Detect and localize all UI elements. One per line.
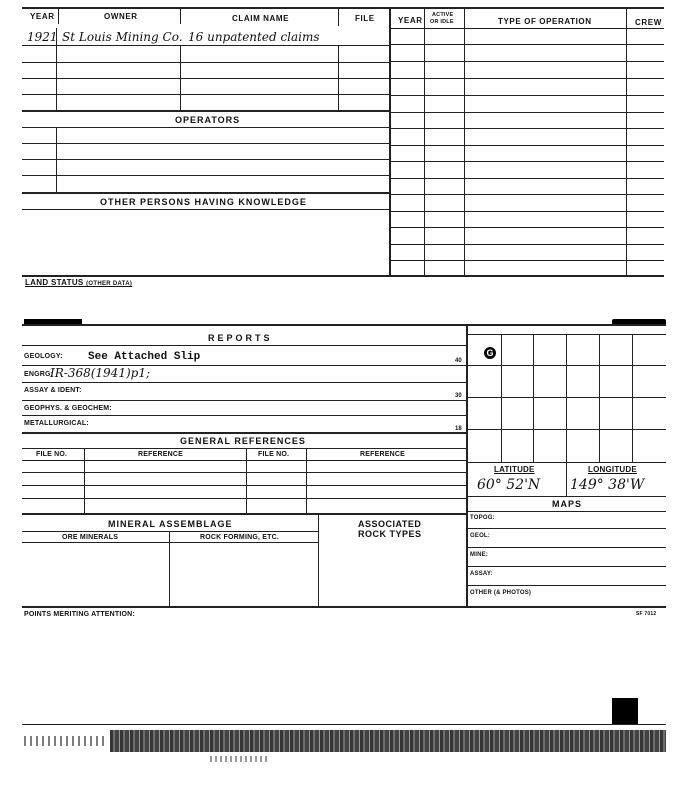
geology-label: GEOLOGY: (24, 353, 63, 360)
gr-col-ref-2: REFERENCE (360, 451, 405, 458)
tick (464, 8, 465, 28)
row-line (389, 194, 664, 195)
row-line (389, 112, 664, 113)
scan-noise (110, 730, 666, 752)
section-reports: REPORTS (208, 333, 273, 343)
points-meriting-attention: POINTS MERITING ATTENTION: (24, 611, 135, 618)
row-line (22, 472, 466, 473)
row-line (466, 547, 666, 548)
header-type-of-operation: TYPE OF OPERATION (498, 17, 592, 26)
geophys-label: GEOPHYS. & GEOCHEM: (24, 405, 112, 412)
tick (180, 8, 181, 24)
row-line (22, 143, 390, 144)
right-panel-border (466, 326, 468, 606)
longitude-value: 149° 38'W (570, 477, 645, 493)
row-line (22, 498, 466, 499)
col-line (464, 28, 465, 276)
registration-mark (612, 698, 638, 724)
grid-row (466, 496, 666, 497)
row-line (389, 95, 664, 96)
row-line (389, 28, 664, 29)
section-general-references: GENERAL REFERENCES (180, 436, 306, 446)
col-line (306, 448, 307, 513)
row-line (22, 460, 466, 461)
row-line (22, 94, 390, 95)
assay-num: 30 (455, 393, 462, 399)
col-line (56, 127, 57, 192)
row-line (389, 128, 664, 129)
row-line (22, 45, 390, 46)
row-line (22, 531, 318, 532)
scan-edge (22, 724, 666, 725)
tick (58, 8, 59, 24)
row-line (389, 44, 664, 45)
row-line (389, 78, 664, 79)
row-line (389, 178, 664, 179)
tick (626, 8, 627, 28)
row-line (22, 542, 318, 543)
assay-label: ASSAY & IDENT: (24, 387, 82, 394)
section-mineral-assemblage: MINERAL ASSEMBLAGE (108, 519, 233, 529)
engrg-label: ENGRG: (24, 371, 54, 378)
row-line (466, 585, 666, 586)
row-line (22, 78, 390, 79)
top-border (22, 7, 664, 9)
row-line (389, 244, 664, 245)
section-land-status (25, 278, 132, 287)
row-line (22, 382, 466, 383)
section-other-persons: OTHER PERSONS HAVING KNOWLEDGE (100, 197, 307, 207)
maps-topog: TOPOG: (470, 515, 495, 521)
grid-col (632, 334, 633, 462)
row-line (466, 528, 666, 529)
row-line (389, 61, 664, 62)
row-line (466, 566, 666, 567)
section-operators: OPERATORS (175, 115, 241, 125)
row-line (22, 345, 466, 346)
grid-row (466, 429, 666, 430)
metallurgical-num: 18 (455, 426, 462, 432)
tick (424, 8, 425, 28)
right-table-border (389, 8, 391, 276)
header-owner: OWNER (104, 12, 138, 21)
col-line (318, 513, 319, 606)
row-line (389, 161, 664, 162)
header-year: YEAR (30, 12, 55, 21)
col-line (180, 45, 181, 110)
header-claim-name: CLAIM NAME (232, 14, 290, 23)
row-line (22, 62, 390, 63)
row-line (22, 513, 466, 515)
entry-owner: St Louis Mining Co. (62, 30, 183, 44)
col-line (169, 531, 170, 606)
grid-col (599, 334, 600, 462)
section-maps: MAPS (552, 499, 583, 509)
col-line (84, 448, 85, 513)
row-line (22, 110, 390, 112)
row-line (22, 485, 466, 486)
grid-marker: G (484, 347, 496, 359)
row-line (389, 211, 664, 212)
header-year-2: YEAR (398, 16, 423, 25)
row-line (22, 400, 466, 401)
row-line (22, 415, 466, 416)
row-line (466, 511, 666, 512)
maps-geol: GEOL: (470, 533, 490, 539)
ore-minerals: ORE MINERALS (62, 534, 119, 541)
gr-col-file-1: FILE NO. (36, 451, 68, 458)
land-status-label: LAND STATUS (25, 278, 84, 287)
engrg-value: IR-368(1941)p1; (50, 366, 150, 380)
metallurgical-label: METALLURGICAL: (24, 420, 89, 427)
col-line (424, 28, 425, 276)
scan-noise (24, 736, 104, 746)
section-rock-types: ROCK TYPES (358, 529, 422, 539)
col-line (246, 448, 247, 513)
maps-assay: ASSAY: (470, 571, 493, 577)
rock-forming: ROCK FORMING, ETC. (200, 534, 280, 541)
latitude-label: LATITUDE (494, 465, 535, 474)
row-line (22, 432, 466, 434)
grid-col (566, 462, 567, 496)
grid-col (533, 334, 534, 462)
header-active: ACTIVE (432, 12, 454, 18)
row-line (22, 159, 390, 160)
scan-noise (210, 756, 270, 762)
row-line (22, 448, 466, 449)
maps-other: OTHER (& PHOTOS) (470, 590, 532, 596)
grid-col (566, 334, 567, 462)
row-line (22, 209, 390, 210)
entry-year: 1921 (27, 30, 58, 44)
row-line (389, 260, 664, 261)
land-status-sub: (OTHER DATA) (86, 281, 133, 287)
row-line (22, 175, 390, 176)
land-status-rule (22, 275, 664, 277)
form-code: SF 7012 (636, 611, 657, 617)
tick (338, 8, 339, 26)
maps-mine: MINE: (470, 552, 488, 558)
entry-claim-name: 16 unpatented claims (188, 30, 320, 44)
reports-top-rule (22, 324, 666, 326)
row-line (22, 192, 390, 194)
gr-col-ref-1: REFERENCE (138, 451, 183, 458)
longitude-label: LONGITUDE (588, 465, 637, 474)
grid-row (466, 365, 666, 366)
grid-row (466, 334, 666, 335)
row-line (389, 227, 664, 228)
grid-row (466, 397, 666, 398)
bottom-rule (22, 606, 666, 608)
col-line (56, 28, 57, 110)
geology-num: 40 (455, 358, 462, 364)
header-or-idle: OR IDLE (430, 19, 454, 25)
header-crew: CREW (635, 18, 662, 27)
geology-value: See Attached Slip (88, 351, 201, 363)
grid-col (501, 334, 502, 462)
col-line (626, 28, 627, 276)
header-file: FILE (355, 14, 375, 23)
col-line (338, 45, 339, 110)
row-line (22, 127, 390, 128)
row-line (389, 145, 664, 146)
latitude-value: 60° 52'N (477, 477, 541, 493)
gr-col-file-2: FILE NO. (258, 451, 290, 458)
section-associated: ASSOCIATED (358, 519, 422, 529)
